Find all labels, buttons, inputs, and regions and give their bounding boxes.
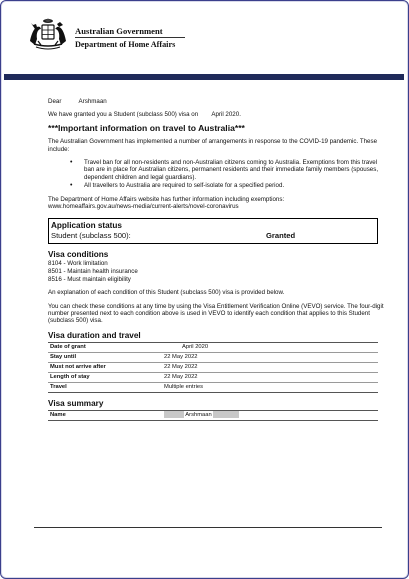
- table-value: Multiple entries: [162, 382, 378, 392]
- table-value: 22 May 2022: [162, 352, 378, 362]
- visa-summary-table: [48, 410, 378, 421]
- table-key: Name: [48, 410, 162, 420]
- table-row: [48, 372, 378, 382]
- application-status-row: [51, 231, 373, 241]
- application-status-box: [48, 218, 378, 244]
- list-item: 8104 - Work limitation: [48, 260, 108, 268]
- table-key: Length of stay: [48, 372, 162, 382]
- list-item: [70, 159, 388, 181]
- visa-conditions-list: [48, 260, 388, 283]
- table-row: [48, 342, 378, 352]
- table-key: Stay until: [48, 352, 162, 362]
- website-info: [48, 196, 388, 211]
- conditions-explanation: An explanation of each condition of this Student (subclass 500) visa is provided below.: [48, 289, 285, 297]
- table-value: 22 May 2022: [162, 362, 378, 372]
- visa-duration-table: [48, 342, 378, 393]
- list-item-text: Travel ban for all non-residents and non-Australian citizens coming to Australia. Exemptions from this travel ban are in place for Australian citizens, permanent residents and their immediate family members (spouses, dependent children and legal guardians).: [84, 159, 379, 181]
- covid-intro: The Australian Government has implemented a number of arrangements in response to the COVID-19 pandemic. These include:: [48, 138, 378, 153]
- grant-text-start: We have granted you a Student (subclass 500) visa on: [48, 111, 199, 119]
- salutation: Dear: [48, 98, 62, 105]
- header-divider: [75, 37, 185, 38]
- government-name: Australian Government: [75, 26, 163, 36]
- salutation-line: [48, 98, 388, 105]
- letter-body: [48, 98, 388, 427]
- redaction-block: [164, 411, 184, 418]
- visa-grant-letter: [4, 4, 404, 574]
- table-key: Must not arrive after: [48, 362, 162, 372]
- footer-divider: [34, 527, 382, 528]
- bullet-icon: •: [70, 182, 73, 190]
- grant-text-end: April 2020.: [211, 111, 241, 119]
- vevo-info: You can check these conditions at any time by using the Visa Entitlement Verification Online (VEVO) service. The four-digit number presented next to each condition above is used in VEVO to identify each condition that applies to this Student (subclass 500) visa.: [48, 302, 384, 325]
- table-row: [48, 382, 378, 392]
- table-key: Travel: [48, 382, 162, 392]
- table-row: [48, 410, 378, 420]
- table-row: [48, 352, 378, 362]
- website-url[interactable]: www.homeaffairs.gov.au/news-media/current-alerts/novel-coronavirus: [48, 203, 239, 211]
- redaction-block: [213, 411, 239, 418]
- grant-statement: [48, 111, 388, 118]
- application-status-title: Application status: [51, 221, 122, 231]
- visa-conditions-title: Visa conditions: [48, 250, 109, 260]
- table-key: Date of grant: [48, 342, 162, 352]
- summary-name: Arshmaan: [185, 412, 212, 419]
- status-label: Student (subclass 500):: [51, 231, 131, 241]
- bullet-icon: •: [70, 159, 73, 167]
- table-value-text: April 2020: [182, 343, 209, 350]
- status-badge: Granted: [266, 231, 296, 241]
- coat-of-arms-icon: [26, 17, 70, 53]
- visa-summary-title: Visa summary: [48, 398, 104, 408]
- website-text: The Department of Home Affairs website has further information including exemptions:: [48, 195, 285, 203]
- letterhead: [4, 4, 404, 76]
- table-value: 22 May 2022: [162, 372, 378, 382]
- recipient-name: Arshmaan: [78, 98, 107, 105]
- visa-duration-title: Visa duration and travel: [48, 330, 141, 340]
- list-item: [70, 182, 388, 190]
- covid-arrangements-list: [48, 159, 388, 190]
- table-row: [48, 362, 378, 372]
- list-item-text: All travellers to Australia are required to self-isolate for a specified period.: [84, 182, 285, 190]
- department-name: Department of Home Affairs: [75, 40, 176, 49]
- list-item: 8516 - Must maintain eligibility: [48, 275, 131, 283]
- table-value: [162, 410, 378, 420]
- list-item: 8501 - Maintain health insurance: [48, 268, 138, 276]
- important-info-heading: ***Important information on travel to Australia***: [48, 122, 245, 133]
- header-bar: [4, 74, 404, 80]
- table-value: [162, 342, 378, 352]
